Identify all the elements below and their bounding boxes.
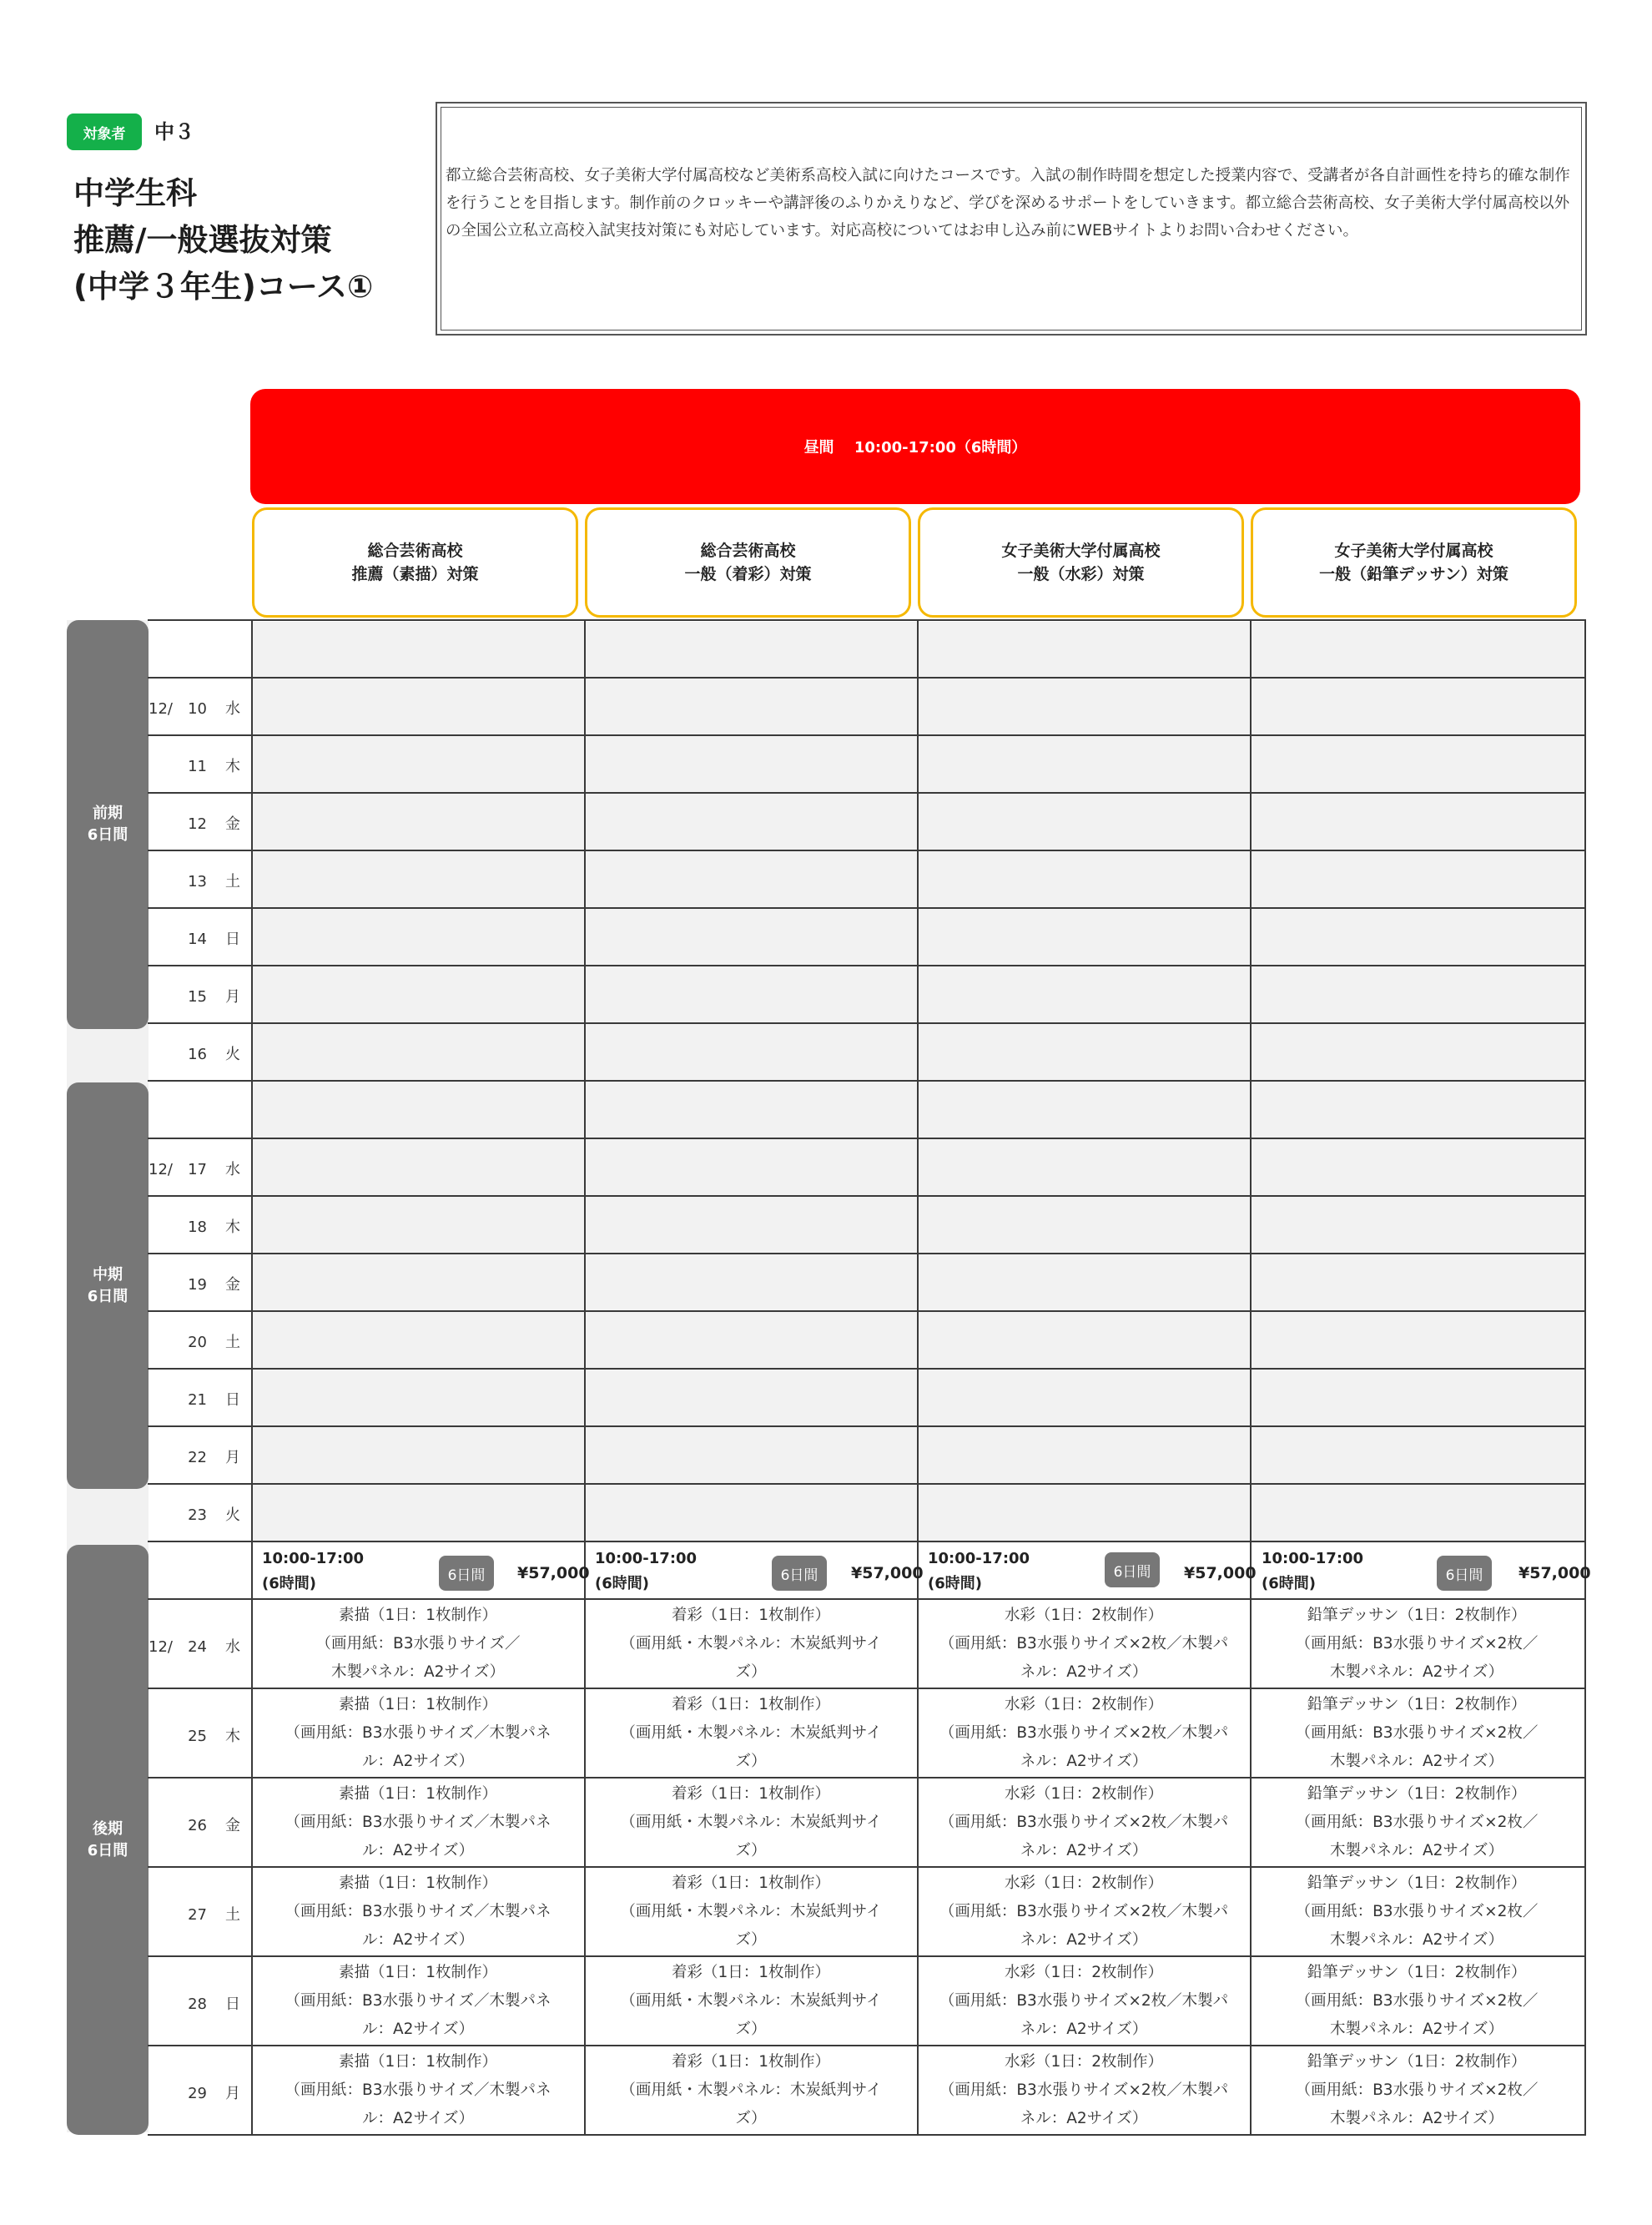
lesson-line: 木製パネル：A2サイズ） (1330, 2020, 1503, 2038)
lesson-line: ネル：A2サイズ） (1020, 2020, 1148, 2038)
lesson-cell (918, 1778, 1250, 1866)
lesson-line: 着彩（1日：1枚制作） (671, 2052, 831, 2071)
period-name: 中期 (93, 1265, 123, 1284)
duration-badge: 6日間 (1437, 1556, 1492, 1591)
lesson-line: 水彩（1日：2枚制作） (1004, 1963, 1164, 1981)
duration-badge: 6日間 (1105, 1552, 1160, 1587)
lesson-line: ズ） (735, 2020, 767, 2038)
day-number: 18 (188, 1218, 207, 1236)
course-header-joshibi-watercolor (918, 507, 1244, 618)
grid-row-line (148, 1022, 1586, 1024)
page-title-line-3: (中学３年生)コース① (73, 269, 374, 305)
period-name: 後期 (93, 1819, 123, 1838)
lesson-line: ル：A2サイズ） (362, 1930, 474, 1949)
day-number: 22 (188, 1449, 207, 1466)
lesson-line: 水彩（1日：2枚制作） (1004, 1784, 1164, 1803)
lesson-line: ネル：A2サイズ） (1020, 1662, 1148, 1681)
lesson-cell (252, 1957, 584, 2045)
grid-row-line (148, 1080, 1586, 1082)
lesson-cell (585, 2046, 917, 2134)
day-number: 12 (188, 815, 207, 833)
day-number: 28 (188, 1995, 207, 2013)
lesson-line: （画用紙：B3水張りサイズ／木製パネ (285, 1723, 552, 1742)
lesson-line: 水彩（1日：2枚制作） (1004, 1874, 1164, 1892)
lesson-line: ネル：A2サイズ） (1020, 1841, 1148, 1859)
day-number: 11 (188, 758, 207, 775)
lesson-line: （画用紙：B3水張りサイズ×2枚／木製パ (939, 1902, 1229, 1920)
grid-row-line (148, 1195, 1586, 1197)
lesson-cell (585, 1868, 917, 1955)
lesson-line: （画用紙・木製パネル：木炭紙判サイ (620, 1723, 882, 1742)
lesson-line: 着彩（1日：1枚制作） (671, 1784, 831, 1803)
grid-row-line (148, 1541, 1586, 1542)
lesson-line: （画用紙：B3水張りサイズ×2枚／ (1295, 1991, 1539, 2010)
lesson-line: （画用紙：B3水張りサイズ／ (315, 1634, 521, 1652)
lesson-line: 素描（1日：1枚制作） (338, 1606, 498, 1624)
course-header-sogo-recommend (252, 507, 578, 618)
lesson-line: 素描（1日：1枚制作） (338, 2052, 498, 2071)
lesson-line: ル：A2サイズ） (362, 1841, 474, 1859)
day-number: 16 (188, 1046, 207, 1063)
lesson-cell (585, 1957, 917, 2045)
lesson-line: ズ） (735, 1930, 767, 1949)
day-number: 19 (188, 1276, 207, 1294)
lesson-line: （画用紙：B3水張りサイズ×2枚／ (1295, 1634, 1539, 1652)
lesson-line: 鉛筆デッサン（1日：2枚制作） (1307, 1784, 1527, 1803)
lesson-line: ネル：A2サイズ） (1020, 1930, 1148, 1949)
day-of-week: 金 (225, 815, 240, 833)
lesson-line: （画用紙：B3水張りサイズ／木製パネ (285, 1902, 552, 1920)
grid-row-line (148, 792, 1586, 794)
day-of-week: 木 (225, 1218, 240, 1236)
lesson-line: ル：A2サイズ） (362, 1752, 474, 1770)
course-school: 女子美術大学付属高校 (1001, 542, 1161, 560)
duration-badge: 6日間 (772, 1556, 827, 1591)
lesson-cell (918, 2046, 1250, 2134)
day-of-week: 土 (225, 1334, 240, 1351)
lesson-line: 鉛筆デッサン（1日：2枚制作） (1307, 1874, 1527, 1892)
lesson-line: ル：A2サイズ） (362, 2109, 474, 2127)
course-type: 一般（鉛筆デッサン）対策 (1319, 565, 1508, 583)
lesson-cell (1251, 1868, 1583, 1955)
price: ¥57,000 (517, 1564, 590, 1582)
day-number: 15 (188, 988, 207, 1006)
price-time: 10:00-17:00 (6時間) (928, 1550, 1030, 1592)
course-school: 総合芸術高校 (700, 542, 796, 560)
course-type: 一般（着彩）対策 (684, 565, 812, 583)
lesson-line: 鉛筆デッサン（1日：2枚制作） (1307, 1963, 1527, 1981)
lesson-line: ネル：A2サイズ） (1020, 2109, 1148, 2127)
grid-row-line (148, 1310, 1586, 1312)
lesson-cell (252, 1778, 584, 1866)
lesson-cell (918, 1868, 1250, 1955)
grid-row-line (148, 677, 1586, 679)
lesson-line: （画用紙・木製パネル：木炭紙判サイ (620, 1813, 882, 1831)
day-of-week: 金 (225, 1276, 240, 1294)
lesson-line: 着彩（1日：1枚制作） (671, 1606, 831, 1624)
lesson-line: 鉛筆デッサン（1日：2枚制作） (1307, 2052, 1527, 2071)
course-description: 都立総合芸術高校、女子美術大学付属高校など美術系高校入試に向けたコースです。入試の制作時間を想定した授業内容で、受講者が各自計画性を持ち的確な制作を行うことを目指します。制作前のクロッキーや講評後のふりかえりなど、学びを深めるサポートをしていきます。都立総合芸術高校、女子美術大学付属高校以外の全国公立私立高校入試実技対策にも対応しています。対応高校についてはお申し込み前にWEBサイトよりお問い合わせください。 (436, 102, 1587, 336)
lesson-cell (1251, 1600, 1583, 1688)
lesson-line: （画用紙：B3水張りサイズ×2枚／木製パ (939, 2081, 1229, 2099)
day-number: 27 (188, 1906, 207, 1924)
grid-row-line (148, 1253, 1586, 1254)
lesson-line: ズ） (735, 2109, 767, 2127)
course-header-sogo-general (585, 507, 911, 618)
target-grade: 中３ (154, 120, 194, 144)
target-badge: 対象者 (67, 114, 142, 150)
day-of-week: 火 (225, 1046, 240, 1063)
month-label: 12/ (149, 1638, 173, 1656)
lesson-line: 着彩（1日：1枚制作） (671, 1695, 831, 1713)
day-of-week: 土 (225, 873, 240, 891)
grid-row-line (148, 1483, 1586, 1485)
lesson-cell (252, 1689, 584, 1777)
day-of-week: 水 (225, 1161, 240, 1178)
lesson-line: 水彩（1日：2枚制作） (1004, 1695, 1164, 1713)
period-name: 前期 (93, 805, 123, 822)
period-tab-early (67, 620, 149, 1029)
lesson-cell (918, 1957, 1250, 2045)
day-number: 24 (188, 1638, 207, 1656)
grid-row-line (148, 1425, 1586, 1427)
day-of-week: 火 (225, 1506, 240, 1524)
grid-row-line (148, 1138, 1586, 1139)
day-number: 10 (188, 700, 207, 718)
day-number: 20 (188, 1334, 207, 1351)
lesson-line: （画用紙：B3水張りサイズ×2枚／ (1295, 1723, 1539, 1742)
day-of-week: 月 (225, 1449, 240, 1466)
lesson-line: 鉛筆デッサン（1日：2枚制作） (1307, 1606, 1527, 1624)
lesson-cell (1251, 1689, 1583, 1777)
day-number: 21 (188, 1391, 207, 1409)
lesson-cell (252, 1868, 584, 1955)
grid-row-line (148, 965, 1586, 966)
lesson-line: ズ） (735, 1662, 767, 1681)
lesson-line: 素描（1日：1枚制作） (338, 1874, 498, 1892)
grid-row-line (148, 850, 1586, 851)
course-school: 女子美術大学付属高校 (1334, 542, 1493, 560)
period-tab-mid (67, 1082, 149, 1489)
lesson-line: 木製パネル：A2サイズ） (1330, 1752, 1503, 1770)
duration-badge: 6日間 (439, 1556, 494, 1591)
lesson-cell (1251, 1778, 1583, 1866)
lesson-line: ズ） (735, 1841, 767, 1859)
day-of-week: 木 (225, 1728, 240, 1745)
lesson-cell (918, 1689, 1250, 1777)
lesson-line: （画用紙：B3水張りサイズ×2枚／木製パ (939, 1634, 1229, 1652)
lesson-line: （画用紙：B3水張りサイズ×2枚／木製パ (939, 1723, 1229, 1742)
price-time: 10:00-17:00 (6時間) (262, 1550, 365, 1592)
day-number: 25 (188, 1728, 207, 1745)
price-time: 10:00-17:00 (6時間) (1262, 1550, 1364, 1592)
month-label: 12/ (149, 700, 173, 718)
day-of-week: 水 (225, 700, 240, 718)
price: ¥57,000 (851, 1564, 924, 1582)
day-of-week: 木 (225, 758, 240, 775)
lesson-cell (585, 1600, 917, 1688)
lesson-line: ズ） (735, 1752, 767, 1770)
grid-col-line (1584, 619, 1586, 2136)
day-number: 23 (188, 1506, 207, 1524)
day-of-week: 月 (225, 988, 240, 1006)
lesson-line: （画用紙：B3水張りサイズ／木製パネ (285, 1991, 552, 2010)
grid-row-line (148, 619, 1586, 621)
lesson-line: （画用紙・木製パネル：木炭紙判サイ (620, 1634, 882, 1652)
day-number: 26 (188, 1817, 207, 1834)
lesson-line: 水彩（1日：2枚制作） (1004, 2052, 1164, 2071)
grid-row-line (148, 1368, 1586, 1370)
day-number: 14 (188, 931, 207, 948)
period-duration: 6日間 (87, 826, 128, 844)
period-duration: 6日間 (87, 1841, 128, 1859)
lesson-cell (918, 1600, 1250, 1688)
price-time: 10:00-17:00 (6時間) (595, 1550, 698, 1592)
lesson-line: （画用紙・木製パネル：木炭紙判サイ (620, 1991, 882, 2010)
lesson-line: 木製パネル：A2サイズ） (1330, 1662, 1503, 1681)
lesson-line: ネル：A2サイズ） (1020, 1752, 1148, 1770)
lesson-line: 水彩（1日：2枚制作） (1004, 1606, 1164, 1624)
day-of-week: 土 (225, 1906, 240, 1924)
day-of-week: 日 (225, 931, 240, 948)
lesson-cell (1251, 2046, 1583, 2134)
daytime-header: 昼間 10:00-17:00（6時間） (250, 389, 1580, 504)
lesson-line: 素描（1日：1枚制作） (338, 1695, 498, 1713)
lesson-line: （画用紙：B3水張りサイズ×2枚／ (1295, 2081, 1539, 2099)
grid-row-line (148, 2134, 1586, 2136)
lesson-line: （画用紙：B3水張りサイズ×2枚／ (1295, 1813, 1539, 1831)
course-type: 一般（水彩）対策 (1017, 565, 1145, 583)
day-of-week: 日 (225, 1995, 240, 2013)
empty-schedule-area (252, 622, 1585, 1543)
price: ¥57,000 (1184, 1564, 1257, 1582)
lesson-line: 木製パネル：A2サイズ） (1330, 1930, 1503, 1949)
day-number: 13 (188, 873, 207, 891)
day-of-week: 月 (225, 2085, 240, 2102)
lesson-cell (585, 1778, 917, 1866)
course-header-joshibi-pencil (1251, 507, 1577, 618)
lesson-line: 素描（1日：1枚制作） (338, 1784, 498, 1803)
course-type: 推薦（素描）対策 (351, 565, 479, 583)
lesson-cell (252, 2046, 584, 2134)
lesson-line: （画用紙・木製パネル：木炭紙判サイ (620, 2081, 882, 2099)
period-duration: 6日間 (87, 1287, 128, 1305)
grid-row-line (148, 734, 1586, 736)
lesson-cell (585, 1689, 917, 1777)
day-of-week: 日 (225, 1391, 240, 1409)
lesson-line: （画用紙：B3水張りサイズ／木製パネ (285, 2081, 552, 2099)
lesson-line: （画用紙・木製パネル：木炭紙判サイ (620, 1902, 882, 1920)
lesson-line: （画用紙：B3水張りサイズ×2枚／木製パ (939, 1991, 1229, 2010)
lesson-line: （画用紙：B3水張りサイズ×2枚／ (1295, 1902, 1539, 1920)
lesson-line: 着彩（1日：1枚制作） (671, 1963, 831, 1981)
day-of-week: 水 (225, 1638, 240, 1656)
month-label: 12/ (149, 1161, 173, 1178)
lesson-line: 木製パネル：A2サイズ） (1330, 1841, 1503, 1859)
lesson-line: 木製パネル：A2サイズ） (1330, 2109, 1503, 2127)
day-number: 17 (188, 1161, 207, 1178)
gap-16 (67, 1028, 149, 1085)
lesson-cell (252, 1600, 584, 1688)
period-tab-late (67, 1545, 149, 2135)
day-of-week: 金 (225, 1817, 240, 1834)
grid-row-line (148, 907, 1586, 909)
lesson-cell (1251, 1957, 1583, 2045)
lesson-line: ル：A2サイズ） (362, 2020, 474, 2038)
lesson-line: （画用紙：B3水張りサイズ×2枚／木製パ (939, 1813, 1229, 1831)
lesson-line: （画用紙：B3水張りサイズ／木製パネ (285, 1813, 552, 1831)
page-title-line-1: 中学生科 (73, 175, 197, 211)
lesson-line: 着彩（1日：1枚制作） (671, 1874, 831, 1892)
lesson-line: 素描（1日：1枚制作） (338, 1963, 498, 1981)
day-number: 29 (188, 2085, 207, 2102)
lesson-line: 鉛筆デッサン（1日：2枚制作） (1307, 1695, 1527, 1713)
price: ¥57,000 (1519, 1564, 1591, 1582)
course-school: 総合芸術高校 (367, 542, 463, 560)
lesson-line: 木製パネル：A2サイズ） (331, 1662, 505, 1681)
page-title-line-2: 推薦/一般選抜対策 (73, 222, 332, 258)
